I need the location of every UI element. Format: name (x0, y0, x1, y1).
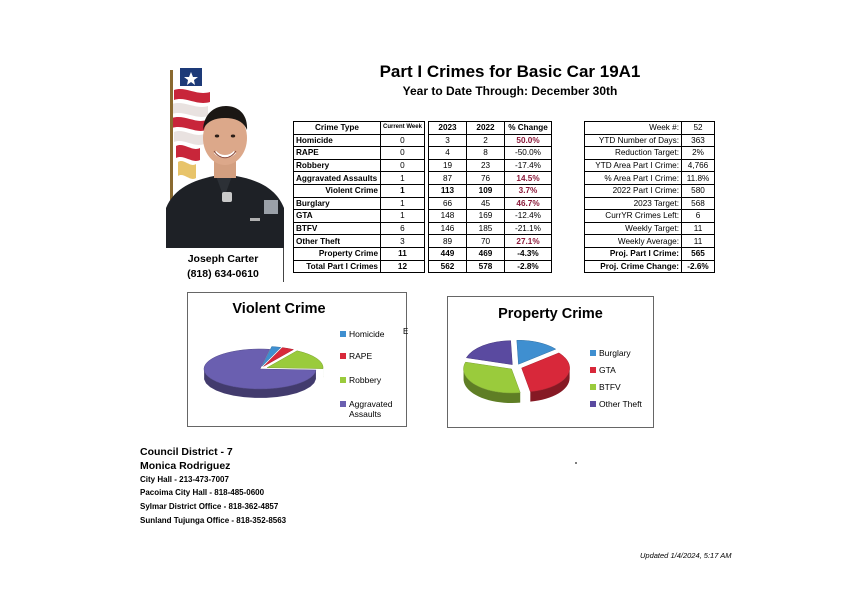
col-pct-change: % Change (505, 122, 552, 135)
comparison-row (429, 184, 552, 197)
crime-type-cell: Aggravated Assaults (294, 172, 381, 185)
stat-label: Weekly Average: (585, 235, 682, 248)
stats-row (585, 184, 715, 197)
count-2022-cell: 469 (467, 247, 505, 260)
violent-chart-title: Violent Crime (232, 301, 326, 317)
crime-type-cell: Violent Crime (294, 184, 381, 197)
col-2022: 2022 (467, 122, 505, 135)
stat-value: 568 (682, 197, 715, 210)
pct-change-cell: -4.3% (505, 247, 552, 260)
stats-row (585, 159, 715, 172)
stats-table (584, 121, 715, 273)
stats-row (585, 197, 715, 210)
contact-line: City Hall - 213-473-7007 (140, 475, 229, 484)
count-2023-cell: 89 (429, 235, 467, 248)
crime-type-cell: Property Crime (294, 247, 381, 260)
property-crime-chart (447, 296, 654, 428)
crime-row (294, 197, 425, 210)
stat-label: Reduction Target: (585, 147, 682, 160)
comparison-row (429, 172, 552, 185)
pct-change-cell: -50.0% (505, 147, 552, 160)
count-2023-cell: 19 (429, 159, 467, 172)
crime-type-cell: GTA (294, 210, 381, 223)
legend-gta: GTA (590, 365, 616, 375)
current-week-cell: 0 (381, 159, 425, 172)
crime-row (294, 184, 425, 197)
stat-value: 11 (682, 235, 715, 248)
pct-change-cell: -17.4% (505, 159, 552, 172)
contact-line: Pacoima City Hall - 818-485-0600 (140, 488, 265, 497)
contact-line: Sylmar District Office - 818-362-4857 (140, 502, 279, 511)
crime-row (294, 247, 425, 260)
crime-row (294, 147, 425, 160)
comparison-row (429, 159, 552, 172)
crime-type-cell: Other Theft (294, 235, 381, 248)
council-district: Council District - 7 (140, 446, 233, 458)
crime-type-table (293, 121, 425, 273)
count-2023-cell: 146 (429, 222, 467, 235)
report-title: Part I Crimes for Basic Car 19A1 (379, 62, 641, 81)
pct-change-cell: -21.1% (505, 222, 552, 235)
crime-row (294, 210, 425, 223)
comparison-row (429, 147, 552, 160)
crime-type-cell: Homicide (294, 134, 381, 147)
stats-row (585, 260, 715, 273)
comparison-row (429, 247, 552, 260)
crime-type-cell: Total Part I Crimes (294, 260, 381, 273)
stat-label: Weekly Target: (585, 222, 682, 235)
col-current-week: Current Week (381, 122, 425, 135)
current-week-cell: 1 (381, 172, 425, 185)
comparison-row (429, 222, 552, 235)
current-week-cell: 11 (381, 247, 425, 260)
stats-row (585, 235, 715, 248)
stray-dot (575, 462, 577, 464)
count-2023-cell: 449 (429, 247, 467, 260)
officer-phone: (818) 634-0610 (187, 268, 259, 280)
pct-change-cell: -12.4% (505, 210, 552, 223)
count-2022-cell: 45 (467, 197, 505, 210)
count-2023-cell: 113 (429, 184, 467, 197)
stat-value: 11 (682, 222, 715, 235)
count-2022-cell: 578 (467, 260, 505, 273)
count-2022-cell: 76 (467, 172, 505, 185)
comparison-row (429, 235, 552, 248)
count-2022-cell: 109 (467, 184, 505, 197)
pct-change-cell: -2.8% (505, 260, 552, 273)
officer-name: Joseph Carter (187, 253, 259, 265)
legend-swatch (340, 353, 346, 359)
stats-row (585, 134, 715, 147)
stat-value: 580 (682, 184, 715, 197)
stat-value: 11.8% (682, 172, 715, 185)
stat-label: CurrYR Crimes Left: (585, 210, 682, 223)
legend-swatch (340, 401, 346, 407)
pct-change-cell: 50.0% (505, 134, 552, 147)
pct-change-cell: 3.7% (505, 184, 552, 197)
property-chart-title: Property Crime (498, 306, 603, 322)
crime-row (294, 260, 425, 273)
stat-label: 2023 Target: (585, 197, 682, 210)
crime-row (294, 172, 425, 185)
stats-row (585, 122, 715, 135)
count-2023-cell: 148 (429, 210, 467, 223)
count-2022-cell: 23 (467, 159, 505, 172)
legend-aggravated-assaults: Aggravated Assaults (340, 399, 392, 419)
count-2023-cell: 87 (429, 172, 467, 185)
count-2022-cell: 169 (467, 210, 505, 223)
crime-row (294, 235, 425, 248)
stat-label: Proj. Part I Crime: (585, 247, 682, 260)
stat-value: 565 (682, 247, 715, 260)
crime-row (294, 134, 425, 147)
stat-label: Week #: (585, 122, 682, 135)
officer-photo (166, 68, 284, 248)
count-2023-cell: 4 (429, 147, 467, 160)
stat-value: 363 (682, 134, 715, 147)
crime-type-cell: Robbery (294, 159, 381, 172)
legend-rape: RAPE (340, 351, 372, 361)
council-member: Monica Rodriguez (140, 460, 231, 472)
count-2022-cell: 2 (467, 134, 505, 147)
current-week-cell: 12 (381, 260, 425, 273)
legend-swatch (590, 384, 596, 390)
current-week-cell: 1 (381, 197, 425, 210)
legend-btfv: BTFV (590, 382, 621, 392)
comparison-row (429, 210, 552, 223)
current-week-cell: 3 (381, 235, 425, 248)
count-2022-cell: 8 (467, 147, 505, 160)
stats-row (585, 247, 715, 260)
stats-row (585, 172, 715, 185)
legend-homicide: Homicide (340, 329, 384, 339)
legend-robbery: Robbery (340, 375, 381, 385)
stat-value: 52 (682, 122, 715, 135)
stats-row (585, 147, 715, 160)
stat-value: 4,766 (682, 159, 715, 172)
crime-type-cell: Burglary (294, 197, 381, 210)
crime-type-cell: BTFV (294, 222, 381, 235)
current-week-cell: 1 (381, 210, 425, 223)
updated-timestamp: Updated 1/4/2024, 5:17 AM (640, 551, 732, 560)
violent-crime-chart (187, 292, 407, 427)
count-2023-cell: 562 (429, 260, 467, 273)
current-week-cell: 0 (381, 134, 425, 147)
crime-row (294, 222, 425, 235)
stat-label: 2022 Part I Crime: (585, 184, 682, 197)
legend-swatch (590, 401, 596, 407)
stat-label: YTD Number of Days: (585, 134, 682, 147)
count-2023-cell: 3 (429, 134, 467, 147)
pct-change-cell: 46.7% (505, 197, 552, 210)
comparison-row (429, 260, 552, 273)
crime-type-cell: RAPE (294, 147, 381, 160)
legend-swatch (340, 377, 346, 383)
current-week-cell: 1 (381, 184, 425, 197)
year-comparison-table (428, 121, 552, 273)
comparison-row (429, 197, 552, 210)
current-week-cell: 6 (381, 222, 425, 235)
legend-other-theft: Other Theft (590, 399, 642, 409)
crime-row (294, 159, 425, 172)
legend-burglary: Burglary (590, 348, 631, 358)
report-subtitle: Year to Date Through: December 30th (402, 84, 618, 98)
stats-row (585, 222, 715, 235)
count-2022-cell: 70 (467, 235, 505, 248)
stat-label: Proj. Crime Change: (585, 260, 682, 273)
count-2023-cell: 66 (429, 197, 467, 210)
stray-mark: E (403, 327, 409, 336)
legend-swatch (340, 331, 346, 337)
pct-change-cell: 14.5% (505, 172, 552, 185)
contact-line: Sunland Tujunga Office - 818-352-8563 (140, 516, 287, 525)
current-week-cell: 0 (381, 147, 425, 160)
pct-change-cell: 27.1% (505, 235, 552, 248)
legend-swatch (590, 367, 596, 373)
property-slice-other-theft (466, 341, 512, 365)
stat-label: % Area Part I Crime: (585, 172, 682, 185)
stat-label: YTD Area Part I Crime: (585, 159, 682, 172)
stat-value: 2% (682, 147, 715, 160)
stats-row (585, 210, 715, 223)
legend-swatch (590, 350, 596, 356)
col-crime-type: Crime Type (294, 122, 381, 135)
col-2023: 2023 (429, 122, 467, 135)
stat-value: -2.6% (682, 260, 715, 273)
stat-value: 6 (682, 210, 715, 223)
count-2022-cell: 185 (467, 222, 505, 235)
comparison-row (429, 134, 552, 147)
